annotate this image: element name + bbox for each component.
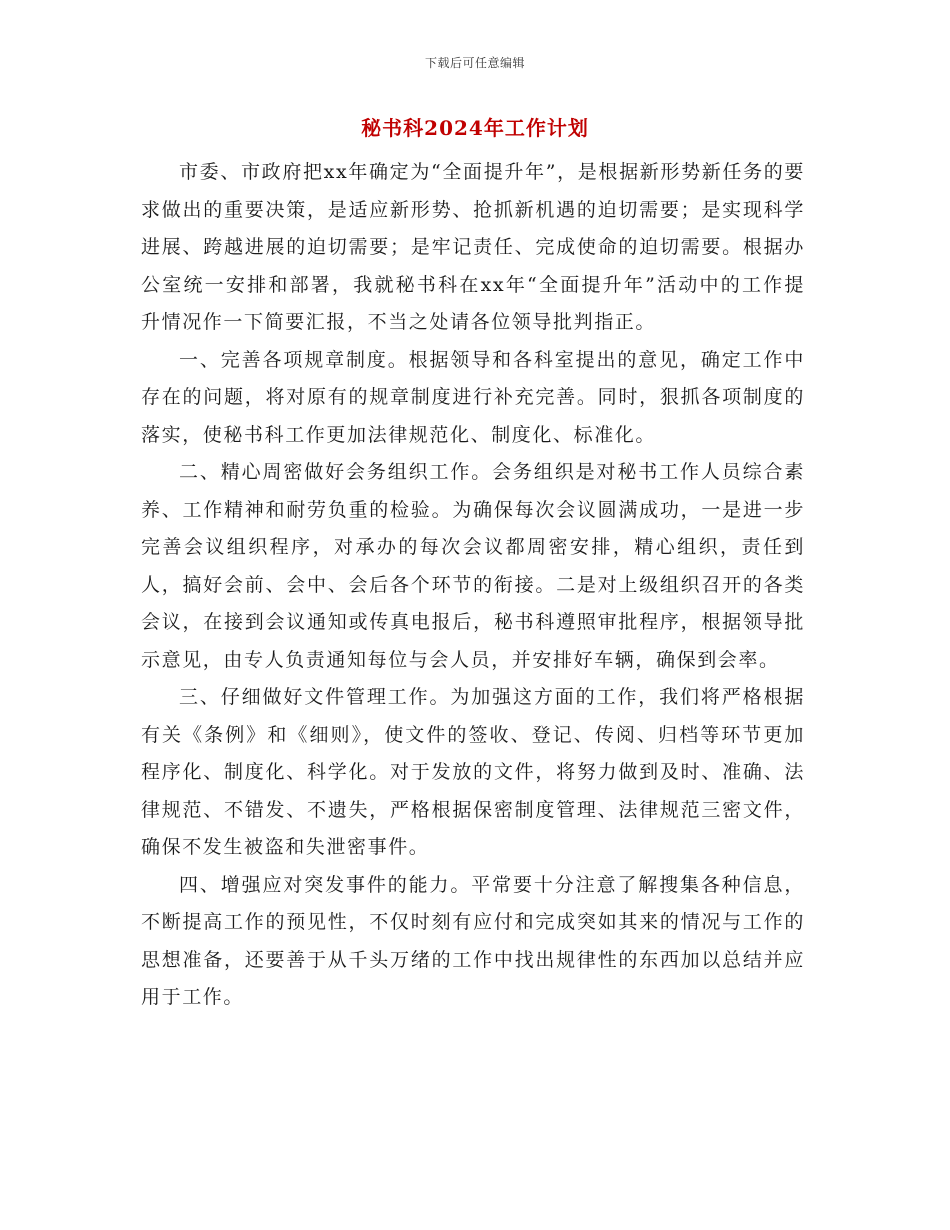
paragraph-intro: 市委、市政府把xx年确定为“全面提升年”，是根据新形势新任务的要求做出的重要决策，是适应新形势、抢抓新机遇的迫切需要；是实现科学进展、跨越进展的迫切需要；是牢记责任、完成使命的迫切需要。根据办公室统一安排和部署，我就秘书科在xx年“全面提升年”活动中的工作提升情况作一下简要汇报，不当之处请各位领导批判指正。	[141, 161, 805, 333]
paragraph-item-2: 二、精心周密做好会务组织工作。会务组织是对秘书工作人员综合素养、工作精神和耐劳负重的检验。为确保每次会议圆满成功，一是进一步完善会议组织程序，对承办的每次会议都周密安排，精心组织，责任到人，搞好会前、会中、会后各个环节的衔接。二是对上级组织召开的各类会议，在接到会议通知或传真电报后，秘书科遵照审批程序，根据领导批示意见，由专人负责通知每位与会人员，并安排好车辆，确保到会率。	[141, 461, 805, 671]
paragraph-item-3: 三、仔细做好文件管理工作。为加强这方面的工作，我们将严格根据有关《条例》和《细则》，使文件的签收、登记、传阅、归档等环节更加程序化、制度化、科学化。对于发放的文件，将努力做到及时、准确、法律规范、不错发、不遗失，严格根据保密制度管理、法律规范三密文件，确保不发生被盗和失泄密事件。	[141, 686, 805, 858]
document-body	[141, 154, 805, 1017]
page-header-note: 下载后可任意编辑	[424, 56, 525, 70]
document-title: 秘书科2024年工作计划	[361, 116, 589, 140]
paragraph-item-1: 一、完善各项规章制度。根据领导和各科室提出的意见，确定工作中存在的问题，将对原有的规章制度进行补充完善。同时，狠抓各项制度的落实，使秘书科工作更加法律规范化、制度化、标准化。	[141, 348, 805, 446]
paragraph-item-4: 四、增强应对突发事件的能力。平常要十分注意了解搜集各种信息，不断提高工作的预见性，不仅时刻有应付和完成突如其来的情况与工作的思想准备，还要善于从千头万绪的工作中找出规律性的东西加以总结并应用于工作。	[141, 873, 805, 1008]
